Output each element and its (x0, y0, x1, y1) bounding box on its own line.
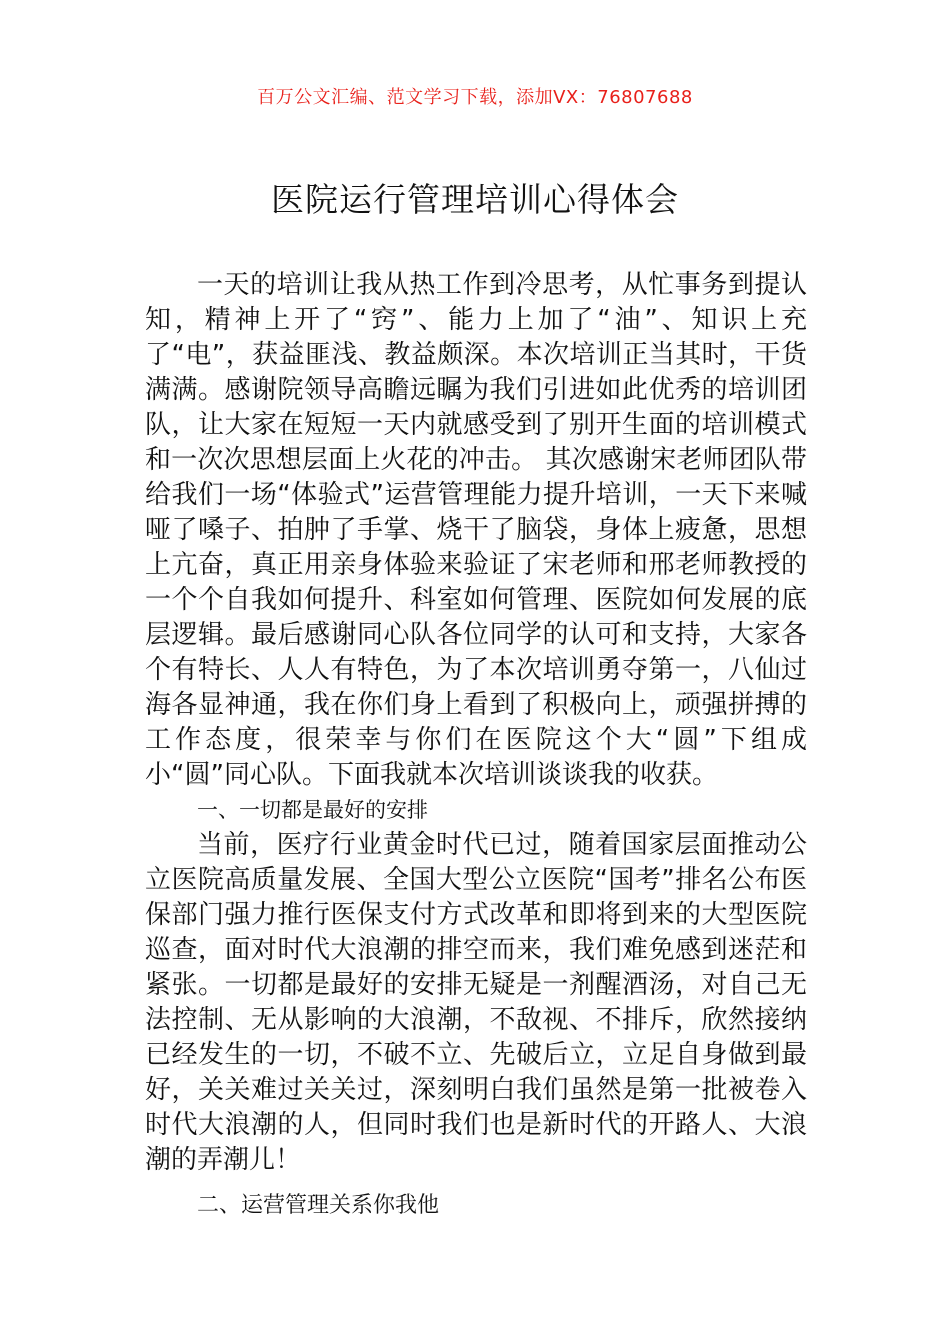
section-heading: 一、一切都是最好的安排 (197, 798, 428, 822)
document-body (145, 268, 807, 1223)
section-heading: 二、运营管理关系你我他 (197, 1193, 440, 1218)
header-watermark-note: 百万公文汇编、范文学习下载，添加VX：76807688 (257, 87, 693, 108)
body-paragraph: 一天的培训让我从热工作到冷思考，从忙事务到提认知，精神上开了“窍”、能力上加了“油”、知识上充了“电”，获益匪浅、教益颇深。本次培训正当其时，干货满满。感谢院领导高瞻远瞩为我们引进如此优秀的培训团队，让大家在短短一天内就感受到了别开生面的培训模式和一次次思想层面上火花的冲击。 其次感谢宋老师团队带给我们一场“体验式”运营管理能力提升培训，一天下来喊哑了嗓子、拍肿了手掌、烧干了脑袋，身体上疲惫，思想上亢奋，真正用亲身体验来验证了宋老师和邢老师教授的一个个自我如何提升、科室如何管理、医院如何发展的底层逻辑。最后感谢同心队各位同学的认可和支持，大家各个有特长、人人有特色，为了本次培训勇夺第一，八仙过海各显神通，我在你们身上看到了积极向上，顽强拼搏的工作态度，很荣幸与你们在医院这个大“圆”下组成小“圆”同心队。下面我就本次培训谈谈我的收获。 (145, 270, 807, 790)
document-title: 医院运行管理培训心得体会 (271, 180, 679, 219)
body-paragraph: 当前，医疗行业黄金时代已过，随着国家层面推动公立医院高质量发展、全国大型公立医院“国考”排名公布医保部门强力推行医保支付方式改革和即将到来的大型医院巡查，面对时代大浪潮的排空而来，我们难免感到迷茫和紧张。一切都是最好的安排无疑是一剂醒酒汤，对自己无法控制、无从影响的大浪潮，不敌视、不排斥，欣然接纳已经发生的一切，不破不立、先破后立，立足自身做到最好，关关难过关关过，深刻明白我们虽然是第一批被卷入时代大浪潮的人，但同时我们也是新时代的开路人、大浪潮的弄潮儿！ (145, 830, 807, 1175)
